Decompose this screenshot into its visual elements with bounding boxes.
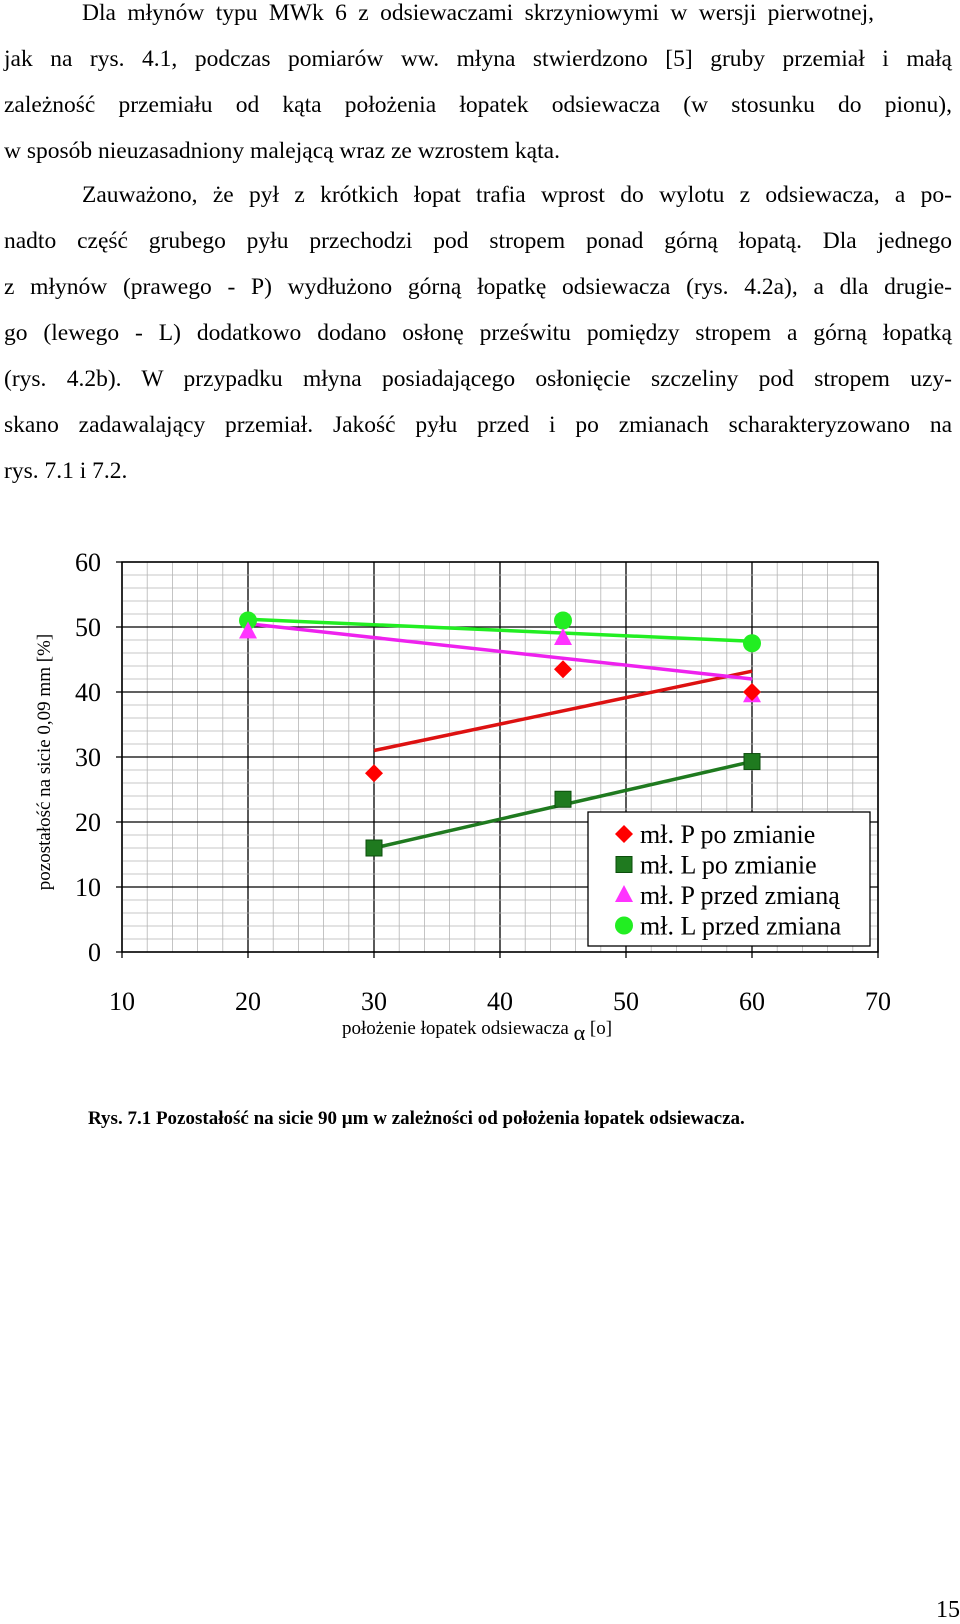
y-tick-label: 60 <box>75 548 101 577</box>
x-tick-label: 30 <box>361 987 387 1016</box>
data-point-diamond <box>365 764 383 782</box>
page-number: 15 <box>936 1597 960 1623</box>
text-line: Dla młynów typu MWk 6 z odsiewaczami skrzyniowymi w wersji pierwotnej, <box>82 0 874 26</box>
text-line: go (lewego - L) dodatkowo dodano osłonę prześwitu pomiędzy stropem a górną łopatką <box>4 320 952 346</box>
text-line: zależność przemiału od kąta położenia łopatek odsiewacza (w stosunku do pionu), <box>4 92 952 118</box>
text-line: nadto część grubego pyłu przechodzi pod stropem ponad górną łopatą. Dla jednego <box>4 228 952 254</box>
figure-caption: Rys. 7.1 Pozostałość na sicie 90 µm w zależności od położenia łopatek odsiewacza. <box>88 1108 745 1129</box>
x-axis-unit: [o] <box>585 1018 613 1039</box>
paragraph-2 <box>4 172 952 494</box>
x-tick-label: 10 <box>109 987 135 1016</box>
trend-line <box>374 671 752 750</box>
paragraph-1 <box>4 0 952 174</box>
legend-label: mł. L przed zmiana <box>640 911 842 941</box>
chart-legend <box>588 812 870 946</box>
x-tick-label: 40 <box>487 987 513 1016</box>
y-tick-label: 20 <box>75 808 101 837</box>
legend-label: mł. P po zmianie <box>640 820 816 849</box>
x-tick-label: 50 <box>613 987 639 1016</box>
data-point-square <box>555 791 571 807</box>
y-axis-label: pozostałość na sicie 0,09 mm [%] <box>34 633 55 891</box>
data-point-circle <box>615 917 633 935</box>
legend-label: mł. L po zmianie <box>640 850 817 880</box>
alpha-symbol: α <box>573 1020 586 1045</box>
x-tick-label: 20 <box>235 987 261 1016</box>
data-point-square <box>744 754 760 770</box>
text-line: rys. 7.1 i 7.2. <box>4 458 128 484</box>
text-line: jak na rys. 4.1, podczas pomiarów ww. młyna stwierdzono [5] gruby przemiał i małą <box>4 46 952 72</box>
x-tick-label: 60 <box>739 987 765 1016</box>
data-point-square <box>616 857 632 873</box>
data-point-circle <box>743 634 761 652</box>
legend-label: mł. P przed zmianą <box>640 881 840 910</box>
y-tick-label: 0 <box>88 938 101 967</box>
y-tick-label: 10 <box>75 873 101 902</box>
y-tick-label: 40 <box>75 678 101 707</box>
x-axis-label-text: położenie łopatek odsiewacza <box>342 1018 574 1039</box>
data-point-square <box>366 840 382 856</box>
y-tick-label: 30 <box>75 743 101 772</box>
text-line: z młynów (prawego - P) wydłużono górną łopatkę odsiewacza (rys. 4.2a), a dla drugie- <box>4 274 952 300</box>
data-point-circle <box>554 612 572 630</box>
text-line: Zauważono, że pył z krótkich łopat trafia wprost do wylotu z odsiewacza, a po- <box>82 182 952 208</box>
text-line: (rys. 4.2b). W przypadku młyna posiadającego osłonięcie szczeliny pod stropem uzy- <box>4 366 952 392</box>
residue-chart <box>0 540 960 1100</box>
data-point-diamond <box>554 660 572 678</box>
text-line: skano zadawalający przemiał. Jakość pyłu przed i po zmianach scharakteryzowano na <box>4 412 952 438</box>
x-axis-label <box>342 1018 612 1045</box>
text-line: w sposób nieuzasadniony malejącą wraz ze wzrostem kąta. <box>4 138 560 164</box>
x-tick-label: 70 <box>865 987 891 1016</box>
data-point-triangle <box>554 628 572 645</box>
y-tick-label: 50 <box>75 613 101 642</box>
